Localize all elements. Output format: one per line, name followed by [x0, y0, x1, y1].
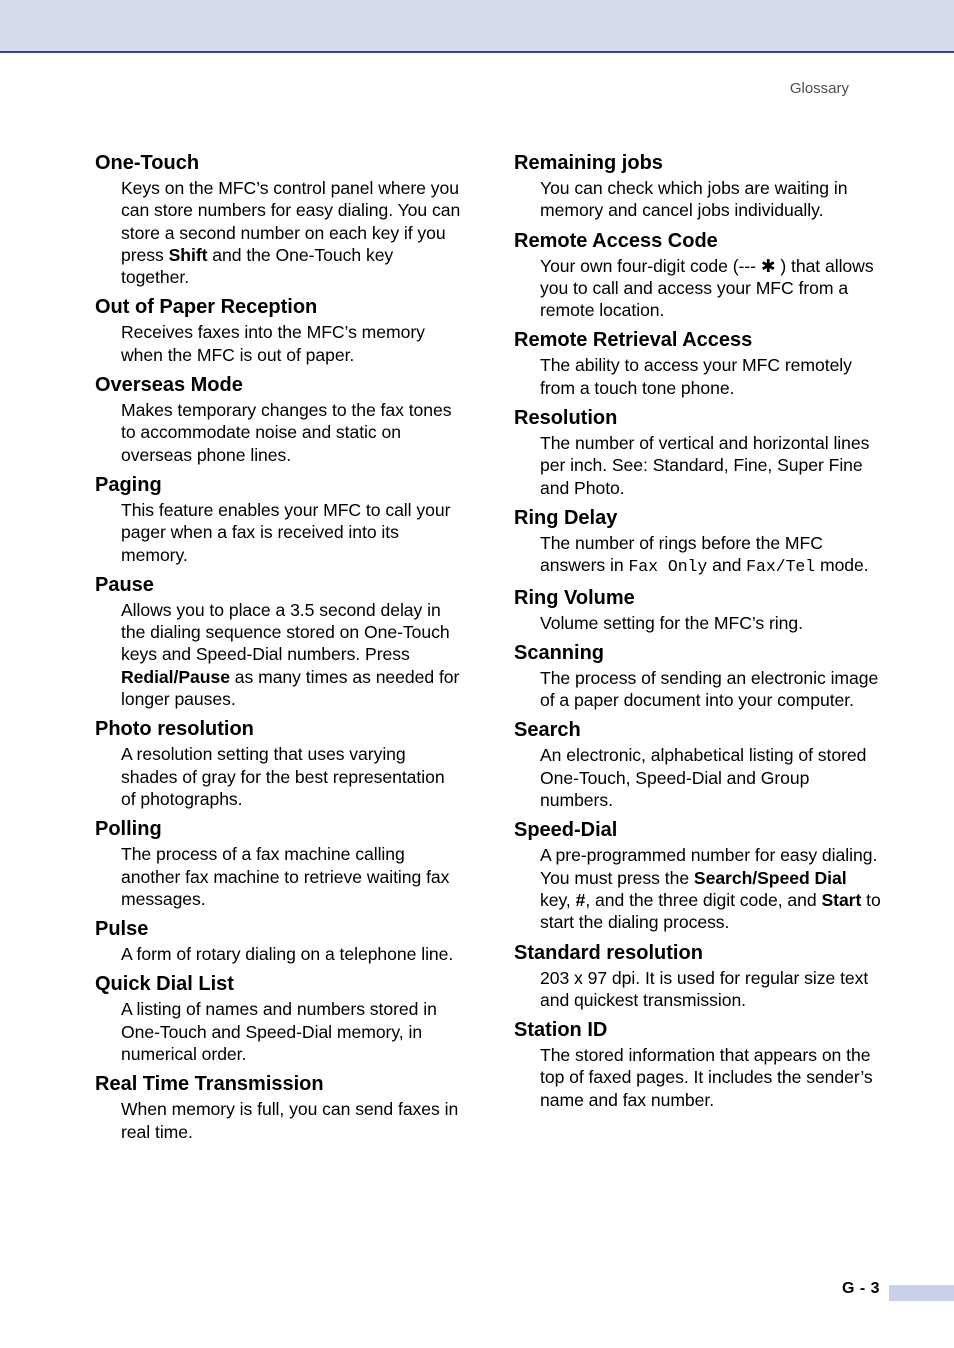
glossary-entry-resolution — [514, 405, 882, 499]
glossary-definition — [540, 255, 882, 322]
glossary-term: Ring Volume — [514, 586, 635, 609]
glossary-entry-remote-access-code — [514, 228, 882, 322]
glossary-entry-speed-dial — [514, 817, 882, 933]
glossary-entry-standard-resolution — [514, 940, 882, 1012]
section-title: Glossary — [789, 80, 849, 97]
glossary-entry-remote-retrieval-access — [514, 327, 882, 399]
glossary-term: Station ID — [514, 1019, 608, 1042]
glossary-definition — [121, 321, 463, 366]
glossary-definition — [540, 612, 882, 634]
definition-text: 203 x 97 dpi. It is used for regular size text and quickest transmission. — [540, 967, 869, 1010]
glossary-entry-pulse — [95, 916, 463, 965]
glossary-term: Out of Paper Reception — [95, 296, 318, 319]
glossary-entry-ring-delay — [514, 505, 882, 579]
definition-key-label: Redial/Pause — [121, 666, 230, 687]
glossary-term: Pause — [95, 573, 154, 596]
glossary-entry-remaining-jobs — [514, 150, 882, 222]
glossary-definition — [121, 743, 463, 810]
definition-display-text: Fax/Tel — [746, 557, 816, 577]
glossary-definition — [540, 667, 882, 712]
definition-key-label: Search/Speed Dial — [693, 867, 847, 888]
definition-text: An electronic, alphabetical listing of stored One-Touch, Speed-Dial and Group numbers. — [540, 745, 867, 811]
glossary-entry-paging — [95, 472, 463, 566]
glossary-definition — [121, 499, 463, 566]
definition-text: key, — [540, 889, 576, 910]
glossary-entry-out-of-paper-reception — [95, 294, 463, 366]
definition-text: Keys on the MFC’s control panel where you can store numbers for easy dialing. You can store a second number on each key if you press — [121, 178, 461, 265]
glossary-definition — [540, 532, 882, 579]
definition-key-label: Shift — [168, 244, 208, 265]
glossary-definition — [121, 998, 463, 1065]
glossary-term: Polling — [95, 818, 162, 841]
glossary-entry-one-touch — [95, 150, 463, 288]
definition-text: When memory is full, you can send faxes in real time. — [121, 1099, 459, 1142]
glossary-definition — [540, 432, 882, 499]
glossary-column-right — [514, 150, 882, 1117]
star-icon: ✱ — [760, 255, 776, 276]
glossary-definition — [540, 354, 882, 399]
definition-text: A form of rotary dialing on a telephone line. — [121, 944, 454, 965]
definition-text: Makes temporary changes to the fax tones to accommodate noise and static on overseas phone lines. — [121, 400, 452, 465]
glossary-definition — [121, 599, 463, 710]
glossary-term: Quick Dial List — [95, 973, 234, 996]
glossary-term: Search — [514, 719, 581, 742]
definition-text: The number of rings before the MFC answers in — [540, 532, 823, 576]
glossary-term: Pulse — [95, 918, 149, 941]
definition-text: and — [707, 555, 747, 576]
definition-text: You can check which jobs are waiting in memory and cancel jobs individually. — [540, 178, 848, 221]
glossary-term: Photo resolution — [95, 718, 254, 741]
header-band — [0, 0, 954, 53]
definition-text: A listing of names and numbers stored in One-Touch and Speed-Dial memory, in numerical order. — [121, 999, 437, 1065]
definition-text: Allows you to place a 3.5 second delay in the dialing sequence stored on One-Touch keys and Speed-Dial numbers. Press — [121, 599, 450, 665]
glossary-definition — [540, 177, 882, 222]
glossary-term: Scanning — [514, 641, 605, 664]
page-number: G - 3 — [841, 1280, 880, 1297]
definition-key-label: # — [575, 889, 586, 910]
glossary-term: Overseas Mode — [95, 374, 243, 397]
glossary-entry-photo-resolution — [95, 716, 463, 810]
glossary-entry-station-id — [514, 1017, 882, 1111]
glossary-term: Remaining jobs — [514, 152, 663, 174]
definition-text: to start the dialing process. — [540, 889, 881, 933]
glossary-entry-pause — [95, 572, 463, 710]
definition-text: The number of vertical and horizontal lines per inch. See: Standard, Fine, Super Fine and Photo. — [540, 433, 870, 498]
definition-display-text: Fax Only — [628, 557, 708, 577]
glossary-term: Remote Access Code — [514, 229, 718, 252]
glossary-definition — [540, 744, 882, 811]
glossary-column-left — [95, 150, 463, 1149]
glossary-term: Resolution — [514, 407, 618, 430]
glossary-term: Paging — [95, 473, 162, 496]
glossary-entry-real-time-transmission — [95, 1071, 463, 1143]
definition-text: Receives faxes into the MFC’s memory when the MFC is out of paper. — [121, 322, 425, 365]
definition-text: A resolution setting that uses varying shades of gray for the best representation of photographs. — [121, 744, 445, 809]
definition-text: The stored information that appears on the top of faxed pages. It includes the sender’s name and fax number. — [540, 1045, 873, 1110]
glossary-definition — [540, 967, 882, 1012]
definition-text: A pre-programmed number for easy dialing. You must press the — [540, 845, 878, 888]
glossary-entry-ring-volume — [514, 585, 882, 634]
footer-tab — [889, 1285, 954, 1301]
glossary-definition — [121, 943, 463, 965]
glossary-definition — [540, 844, 882, 933]
glossary-definition — [121, 399, 463, 466]
definition-text: ) that allows you to call and access your MFC from a remote location. — [540, 255, 874, 321]
definition-text: and the One-Touch key together. — [121, 244, 394, 288]
definition-text: mode. — [815, 555, 869, 576]
glossary-term: Remote Retrieval Access — [514, 329, 753, 352]
definition-text: The process of sending an electronic image of a paper document into your computer. — [540, 667, 879, 711]
definition-text: , and the three digit code, and — [585, 889, 822, 910]
glossary-definition — [121, 843, 463, 910]
definition-text: Volume setting for the MFC’s ring. — [540, 612, 803, 633]
glossary-term: One-Touch — [95, 152, 200, 174]
glossary-entry-polling — [95, 816, 463, 910]
definition-text: The ability to access your MFC remotely from a touch tone phone. — [540, 355, 852, 398]
definition-text: Your own four-digit code (--- — [540, 255, 761, 276]
glossary-term: Standard resolution — [514, 941, 703, 964]
glossary-entry-search — [514, 717, 882, 811]
definition-key-label: Start — [821, 889, 862, 910]
definition-text: as many times as needed for longer pauses. — [121, 666, 460, 710]
glossary-term: Real Time Transmission — [95, 1073, 324, 1096]
definition-text: The process of a fax machine calling another fax machine to retrieve waiting fax messages. — [121, 844, 450, 909]
definition-text: This feature enables your MFC to call your pager when a fax is received into its memory. — [121, 499, 451, 565]
glossary-definition — [121, 1098, 463, 1143]
glossary-entry-quick-dial-list — [95, 971, 463, 1065]
glossary-definition — [540, 1044, 882, 1111]
glossary-term: Speed-Dial — [514, 819, 618, 842]
glossary-entry-overseas-mode — [95, 372, 463, 466]
glossary-term: Ring Delay — [514, 506, 618, 529]
glossary-definition — [121, 177, 463, 288]
glossary-entry-scanning — [514, 640, 882, 712]
